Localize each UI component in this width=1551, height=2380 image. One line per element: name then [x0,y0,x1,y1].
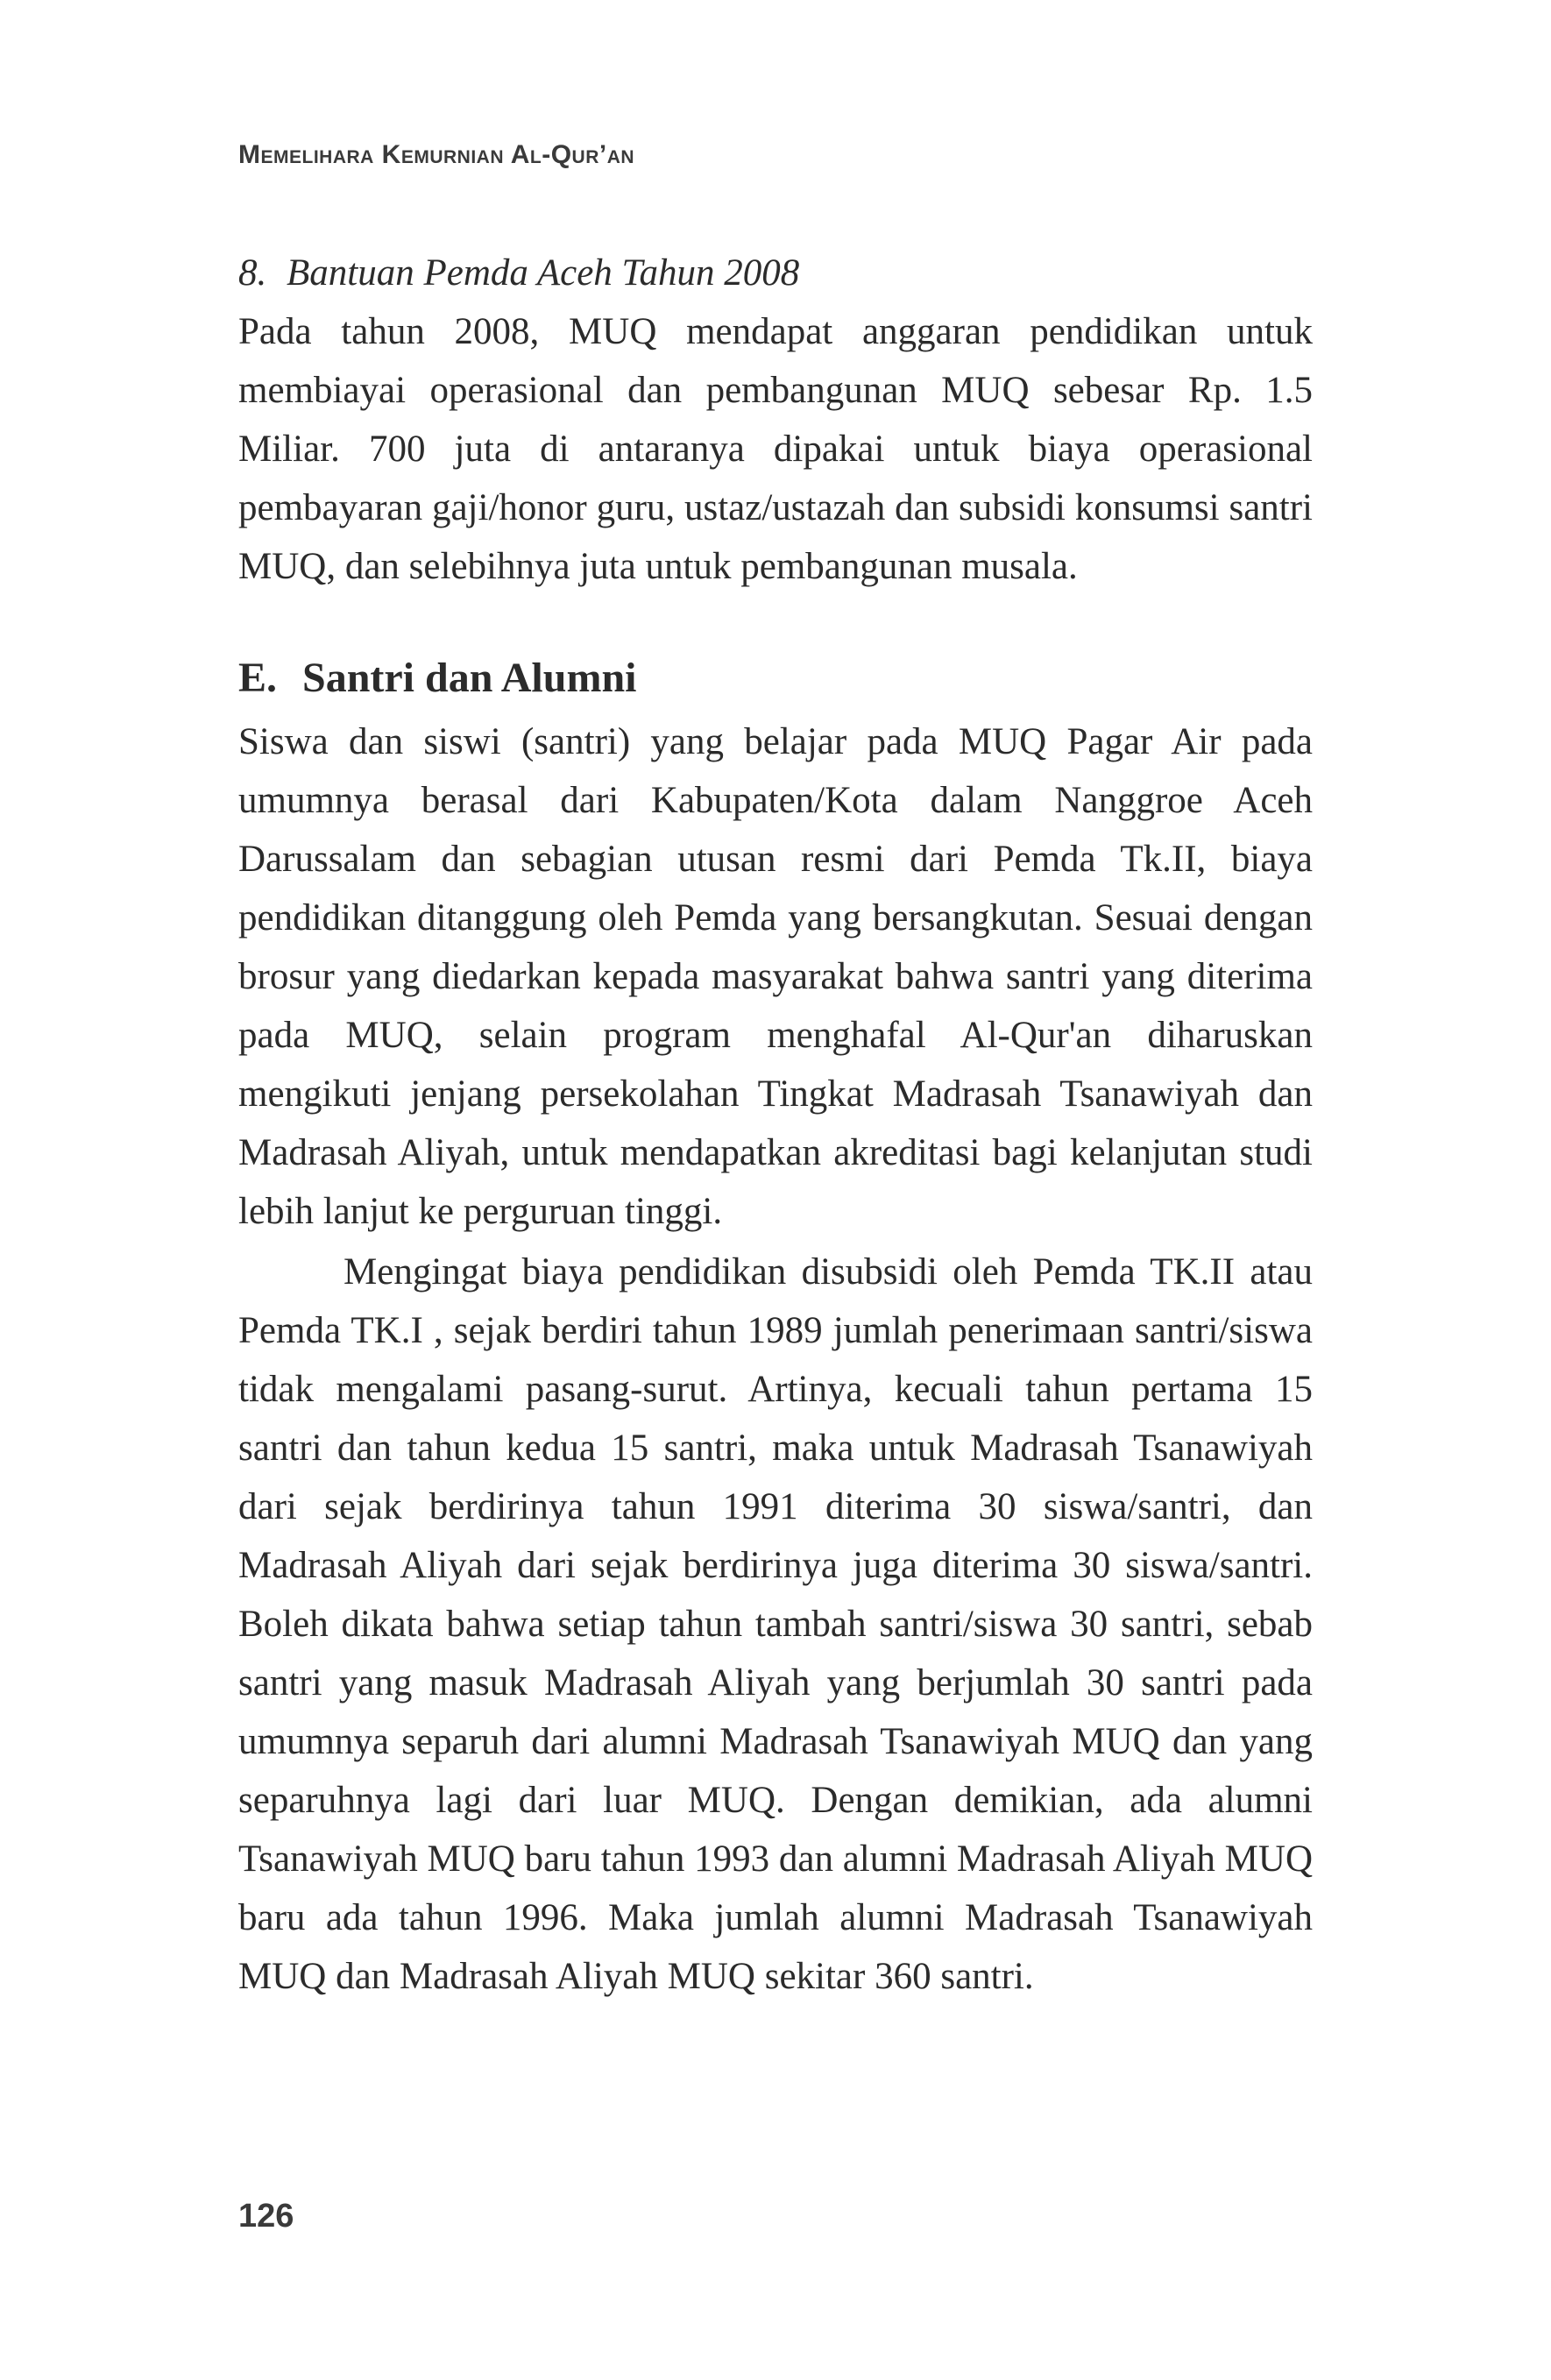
section-title: Santri dan Alumni [302,655,637,701]
section-paragraph-2: Mengingat biaya pendidikan disubsidi oleh Pemda TK.II atau Pemda TK.I , sejak berdiri tahun 1989 jumlah penerimaan santri/siswa tidak mengalami pasang-surut. Artinya, kecuali tahun pertama 15 santri dan tahun kedua 15 santri, maka untuk Madrasah Tsanawiyah dari sejak berdirinya tahun 1991 diterima 30 siswa/santri, dan Madrasah Aliyah dari sejak berdirinya juga diterima 30 siswa/santri. Boleh dikata bahwa setiap tahun tambah santri/siswa 30 santri, sebab santri yang masuk Madrasah Aliyah yang berjumlah 30 santri pada umumnya separuh dari alumni Madrasah Tsanawiyah MUQ dan yang separuhnya lagi dari luar MUQ. Dengan demikian, ada alumni Tsanawiyah MUQ baru tahun 1993 dan alumni Madrasah Aliyah MUQ baru ada tahun 1996. Maka jumlah alumni Madrasah Tsanawiyah MUQ dan Madrasah Aliyah MUQ sekitar 360 santri. [238,1251,1313,1997]
subsection-heading [238,244,1313,302]
section-paragraph-1: Siswa dan siswi (santri) yang belajar pada MUQ Pagar Air pada umumnya berasal dari Kabupaten/Kota dalam Nanggroe Aceh Darussalam dan sebagian utusan resmi dari Pemda Tk.II, biaya pendidikan ditanggung oleh Pemda yang bersangkutan. Sesuai dengan brosur yang diedarkan kepada masyarakat bahwa santri yang diterima pada MUQ, selain program menghafal Al-Qur'an diharuskan mengikuti jenjang persekolahan Tingkat Madrasah Tsanawiyah dan Madrasah Aliyah, untuk mendapatkan akreditasi bagi kelanjutan studi lebih lanjut ke perguruan tinggi. [238,721,1313,1232]
subsection-title: Bantuan Pemda Aceh Tahun 2008 [287,252,800,294]
subsection-number: 8. [238,252,267,294]
section-letter: E. [238,655,278,701]
page-body [238,244,1313,2006]
running-header: Memelihara Kemurnian Al-Qur’an [238,140,635,169]
subsection-paragraph: Pada tahun 2008, MUQ mendapat anggaran pendidikan untuk membiayai operasional dan pembangunan MUQ sebesar Rp. 1.5 Miliar. 700 juta di antaranya dipakai untuk biaya operasional pembayaran gaji/honor guru, ustaz/ustazah dan subsidi konsumsi santri MUQ, dan selebihnya juta untuk pembangunan musala. [238,311,1313,587]
section-heading [238,648,1313,707]
page-number: 126 [238,2198,294,2235]
